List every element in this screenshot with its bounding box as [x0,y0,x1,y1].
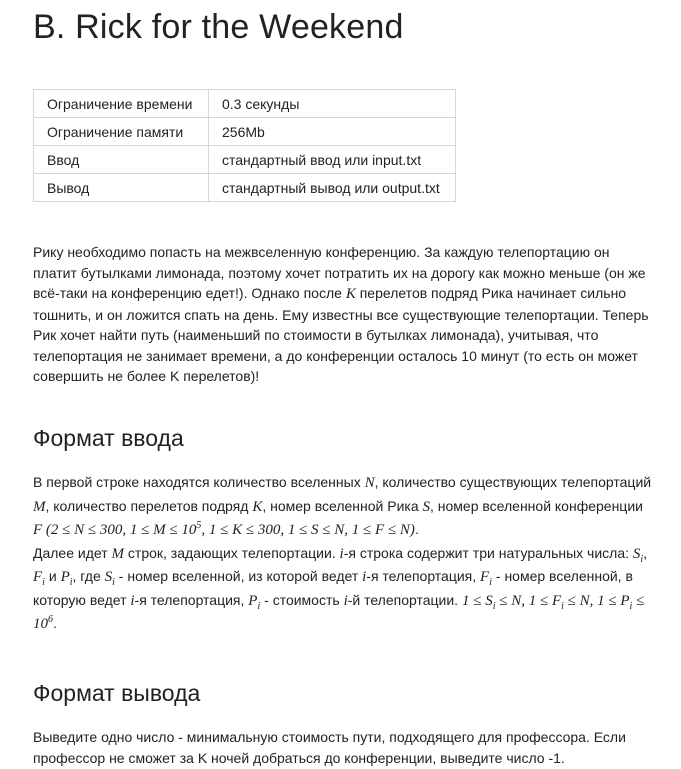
memory-limit-value: 256Mb [209,118,456,146]
formula-part: ≤ N, 1 ≤ F [495,592,562,609]
text: -я телепортация, [134,591,249,608]
exponent: 6 [48,614,53,625]
text: В первой строке находятся количество вселенных [33,474,365,490]
exponent: 5 [196,520,202,531]
input-format-heading: Формат ввода [33,425,184,451]
table-row [34,118,456,146]
subscript: i [629,600,633,612]
var-s: S [422,498,430,515]
subscript: i [492,600,496,612]
var-k: K [252,498,263,515]
text: - номер вселенной, из которой ведет [114,568,363,584]
formula-part: ≤ 10 [33,592,645,632]
subscript: i [640,553,644,565]
input-format-paragraph [33,471,653,636]
var-m: M [111,545,125,562]
var-f: F [33,522,43,538]
output-format-heading: Формат вывода [33,680,201,706]
text: строк, задающих телепортации. [124,544,340,561]
text: и [44,568,61,584]
text: -я телепортация, [366,568,481,584]
var-i: i [362,569,367,585]
text: Далее идет [33,544,112,561]
var-p-i [248,592,261,612]
constraints-formula [42,522,415,538]
text: , где [72,568,105,584]
var-s: S [104,569,113,585]
var-f-i [33,569,45,588]
output-label: Вывод [34,174,209,202]
text: -й телепортации. [347,591,462,608]
var-n: N [364,475,375,491]
input-value: стандартный ввод или input.txt [209,146,456,174]
problem-title: B. Rick for the Weekend [33,8,404,46]
subscript: i [112,577,115,588]
text: . [53,615,57,631]
subscript: i [42,577,45,588]
text: -я строка содержит три натуральных числа: [343,544,633,561]
limits-table [33,89,456,202]
var-p: P [60,569,70,585]
var-s-i [632,545,644,565]
legend-text-1: Рику необходимо попасть на межвселенную конференцию. За каждую телепортацию он платит бутылками лимонада, поэтому хочет потратить их на дорогу как можно меньше (он же всё-таки на конференцию едет!). Однако после [33,244,646,301]
formula-part: , 1 ≤ K ≤ 300, 1 ≤ S ≤ N, 1 ≤ F ≤ N) [201,522,415,538]
subscript: i [257,600,261,612]
text: , номер вселенной Рика [262,497,423,514]
var-f-i [480,569,492,588]
subscript: i [561,600,564,612]
input-label: Ввод [34,146,209,174]
table-row [34,146,456,174]
var-f: F [33,569,43,585]
time-limit-label: Ограничение времени [34,90,209,118]
subscript: i [489,577,492,588]
var-m: M [33,498,46,515]
var-s-i [104,569,115,588]
table-row [34,90,456,118]
var-i: i [339,545,344,562]
text: - стоимость [260,591,344,608]
text: , количество существующих телепортаций [374,474,652,490]
formula-part: ≤ N, 1 ≤ P [563,592,630,609]
var-k: K [345,286,356,302]
legend-text-2: перелетов подряд Рика начинает сильно тошнить, и он ложится спать на день. Ему известны все существующие телепортации. Теперь Рик хочет найти путь (наименьший по стоимости в бутылках лимонада), учитывая, что телепортация не занимает времени, а до конференции осталось 10 минут (то есть он может совершить не более K перелетов)! [33,285,649,384]
text: , [643,544,648,561]
text: , количество перелетов подряд [45,497,253,514]
var-i: i [130,592,135,609]
memory-limit-label: Ограничение памяти [34,118,209,146]
subscript: i [69,577,73,588]
text: - номер вселенной, в которую ведет [33,568,633,608]
formula-part: (2 ≤ N ≤ 300, 1 ≤ M ≤ 10 [42,522,197,538]
var-i: i [343,592,348,609]
var-f: F [480,569,490,585]
text: . [414,521,419,537]
output-value: стандартный вывод или output.txt [209,174,456,202]
legend-paragraph [33,242,653,387]
table-row [34,174,456,202]
var-p: P [248,592,258,609]
var-s: S [632,545,641,562]
text: , номер вселенной конференции [430,497,643,514]
time-limit-value: 0.3 секунды [209,90,456,118]
output-format-paragraph: Выведите одно число - минимальную стоимость пути, подходящего для профессора. Если профессор не сможет за K ночей добраться до конференции, выведите число -1. [33,729,626,766]
formula-part: 1 ≤ S [461,592,493,609]
var-p-i [60,569,73,588]
